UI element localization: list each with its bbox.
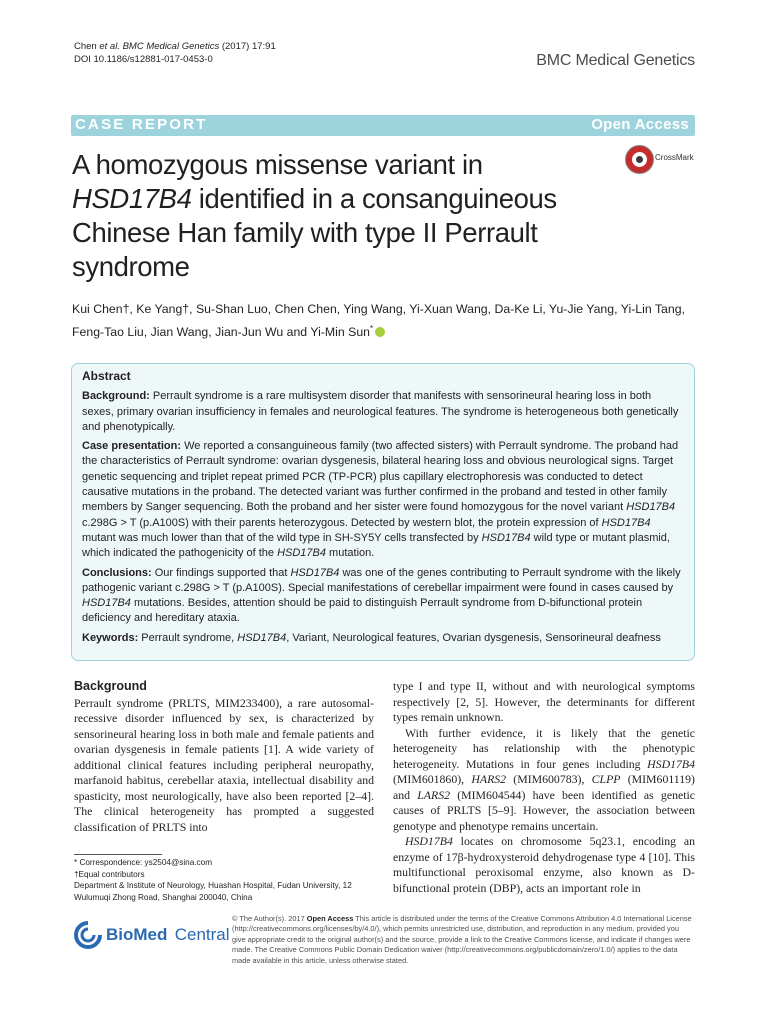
section-text: wild type or mutant plasmid, which indicated the pathogenicity of the: [82, 531, 670, 560]
license-lead: © The Author(s). 2017: [232, 914, 307, 923]
gene-name: HSD17B4: [277, 547, 326, 560]
gene-name: HSD17B4: [405, 834, 453, 848]
section-text: c.298G > T (p.A100S) with their parents heterozygous. Detected by western blot, the protein expression of: [82, 516, 602, 529]
section-heading-background: Background: [74, 679, 147, 693]
body-left-column: [74, 679, 374, 835]
biomed-central-logo[interactable]: [74, 917, 230, 957]
section-text: mutations. Besides, attention should be paid to distinguish Perrault syndrome from D-bifunctional protein deficiency and hereditary ataxia.: [82, 597, 643, 625]
section-label: Background:: [82, 390, 150, 403]
footnotes: [74, 857, 374, 903]
section-text: mutant was much lower than that of the wild type in SH-SY5Y cells transfected by: [82, 531, 482, 544]
body-text: locates on chromosome 5q23.1, encoding an enzyme of 17β-hydroxysteroid dehydrogenase type 4 [10]. This multifunctional peroxisomal enzyme, also known as D-bifunctional protein (DBP), acts an important role in: [393, 834, 695, 895]
authors-line: Kui Chen†, Ke Yang†, Su-Shan Luo, Chen Chen, Ying Wang, Yi-Xuan Wang, Da-Ke Li, Yu-Jie Yang, Yi-Lin Tang,: [72, 302, 685, 316]
citation-authors: Chen: [74, 41, 100, 52]
section-text: was one of the genes contributing to Perrault syndrome with the likely pathogenic variant c.298G > T (p.A100S). Special manifestations of cerebellar impairment were found in cases caused by: [82, 566, 681, 594]
title-gene: HSD17B4: [72, 183, 192, 214]
article-type: CASE REPORT: [75, 116, 208, 133]
open-access-label: Open Access: [591, 116, 689, 133]
body-paragraph: type I and type II, without and with neurological symptoms respectively [2, 5]. However, the determinants for different types remain unknown.: [393, 679, 695, 724]
title-line: A homozygous missense variant in: [72, 149, 483, 180]
section-text: Perrault syndrome is a rare multisystem disorder that manifests with sensorineural hearing loss in both sexes, primary ovarian insufficiency in females and neurological features. The syndrome is heterogeneous both genetically and phenotypically.: [82, 390, 679, 433]
section-text: Our findings supported that: [151, 566, 291, 579]
gene-name: HSD17B4: [290, 566, 340, 579]
body-paragraph: Perrault syndrome (PRLTS, MIM233400), a rare autosomal-recessive disorder influenced by sex, is characterized by sensorineural hearing loss in both male and female patients and ovarian dysgenesis in female patients [1]. A wide variety of additional clinical features including peripheral neuropathy, marfanoid habitus, cerebellar ataxia, intellectual disability and spasticity, most neurologically, have also been reported [2–4]. The clinical heterogeneity has prompted a suggested classification of PRLTS into: [74, 695, 374, 834]
citation: [74, 40, 276, 66]
body-text: (MIM601119) and: [393, 772, 695, 802]
gene-name: HARS2: [471, 772, 507, 786]
biomed-logo-icon: [74, 921, 102, 951]
section-text: mutation.: [326, 547, 375, 560]
gene-name: HSD17B4: [82, 597, 131, 610]
section-label: Case presentation:: [82, 440, 182, 453]
gene-name: HSD17B4: [626, 501, 676, 514]
doi[interactable]: DOI 10.1186/s12881-017-0453-0: [74, 54, 213, 65]
corresponding-mark: *: [370, 324, 374, 333]
logo-bio: BioMed: [106, 925, 168, 944]
gene-name: CLPP: [591, 772, 621, 786]
title-line-rest: identified in a consanguineous: [191, 183, 557, 214]
gene-name: HSD17B4: [647, 756, 695, 771]
title-line: syndrome: [72, 251, 190, 282]
citation-volume: (2017) 17:91: [219, 41, 276, 52]
author-list: [72, 299, 712, 342]
crossmark-label: CrossMark: [655, 153, 694, 162]
body-text: (MIM604544) have been identified as genetic causes of PRLTS [5–9]. However, the association between genotype and phenotype remains uncertain.: [393, 787, 695, 833]
title-line: Chinese Han family with type II Perrault: [72, 217, 538, 248]
gene-name: LARS2: [417, 787, 451, 802]
abstract-background: [82, 389, 686, 435]
body-paragraph: [393, 834, 695, 896]
license-text: [232, 914, 694, 966]
section-text: Perrault syndrome,: [138, 631, 238, 644]
body-text: (MIM601860),: [393, 772, 472, 786]
abstract-box: [71, 363, 695, 661]
orcid-icon[interactable]: [375, 327, 385, 337]
abstract-heading: Abstract: [82, 369, 131, 383]
title-line: [72, 182, 612, 216]
article-title: [72, 148, 612, 284]
logo-central: Central: [170, 925, 230, 944]
crossmark-icon: [625, 145, 654, 174]
gene-name: HSD17B4: [237, 631, 287, 644]
abstract-conclusions: [82, 566, 686, 627]
crossmark-badge[interactable]: [625, 145, 694, 175]
section-label: Conclusions:: [82, 566, 152, 579]
gene-name: HSD17B4: [481, 531, 531, 544]
license-open-access: Open Access: [306, 914, 354, 923]
body-right-column: [393, 679, 695, 896]
authors-line: [72, 319, 712, 342]
abstract-case-presentation: [82, 439, 686, 561]
journal-name: BMC Medical Genetics: [536, 52, 695, 69]
citation-journal: et al. BMC Medical Genetics: [99, 41, 220, 52]
article-type-bar: [71, 115, 695, 136]
license-body: This article is distributed under the terms of the Creative Commons Attribution 4.0 International License (http://creativecommons.org/licenses/by/4.0/), which permits unrestricted use, distribution, and reproduction in any medium, provided you give appropriate credit to the original author(s) and the source, provide a link to the Creative Commons license, and indicate if changes were made. The Creative Commons Public Domain Dedication waiver (http://creativecommons.org/publicdomain/zero/1.0/) applies to the data made available in this article, unless otherwise stated.: [232, 914, 692, 965]
section-label: Keywords:: [82, 631, 139, 644]
section-text: , Variant, Neurological features, Ovarian dysgenesis, Sensorineural deafness: [286, 631, 661, 644]
affiliation-note: Department & Institute of Neurology, Huashan Hospital, Fudan University, 12 Wulumuqi Zhong Road, Shanghai 200040, China: [74, 881, 352, 902]
section-text: We reported a consanguineous family (two affected sisters) with Perrault syndrome. The proband had the characteristics of Perrault syndrome: ovarian dysgenesis, bilateral hearing loss and obvious neurological signs. Target genetic sequencing and triplet repeat primed PCR (TP-PCR) plus capillary electrophoresis was conducted to detect causative mutations in the proband. The detected variant was further confirmed in the proband and tested in other family members by Sanger sequencing. Both the proband and her sister were found homozygous for the novel variant: [82, 440, 679, 514]
gene-name: HSD17B4: [601, 516, 651, 529]
authors-line-text: Feng-Tao Liu, Jian Wang, Jian-Jun Wu and Yi-Min Sun: [72, 325, 371, 340]
body-text: With further evidence, it is likely that the genetic heterogeneity has relationship with the phenotypic heterogeneity. Mutations in four genes including: [393, 725, 695, 771]
body-paragraph: [393, 726, 695, 835]
equal-contrib-note: †Equal contributors: [74, 869, 145, 879]
correspondence-note[interactable]: * Correspondence: ys2504@sina.com: [74, 858, 213, 867]
abstract-keywords: [82, 631, 686, 646]
footnote-divider: [74, 854, 162, 855]
body-text: (MIM600783),: [506, 772, 592, 786]
